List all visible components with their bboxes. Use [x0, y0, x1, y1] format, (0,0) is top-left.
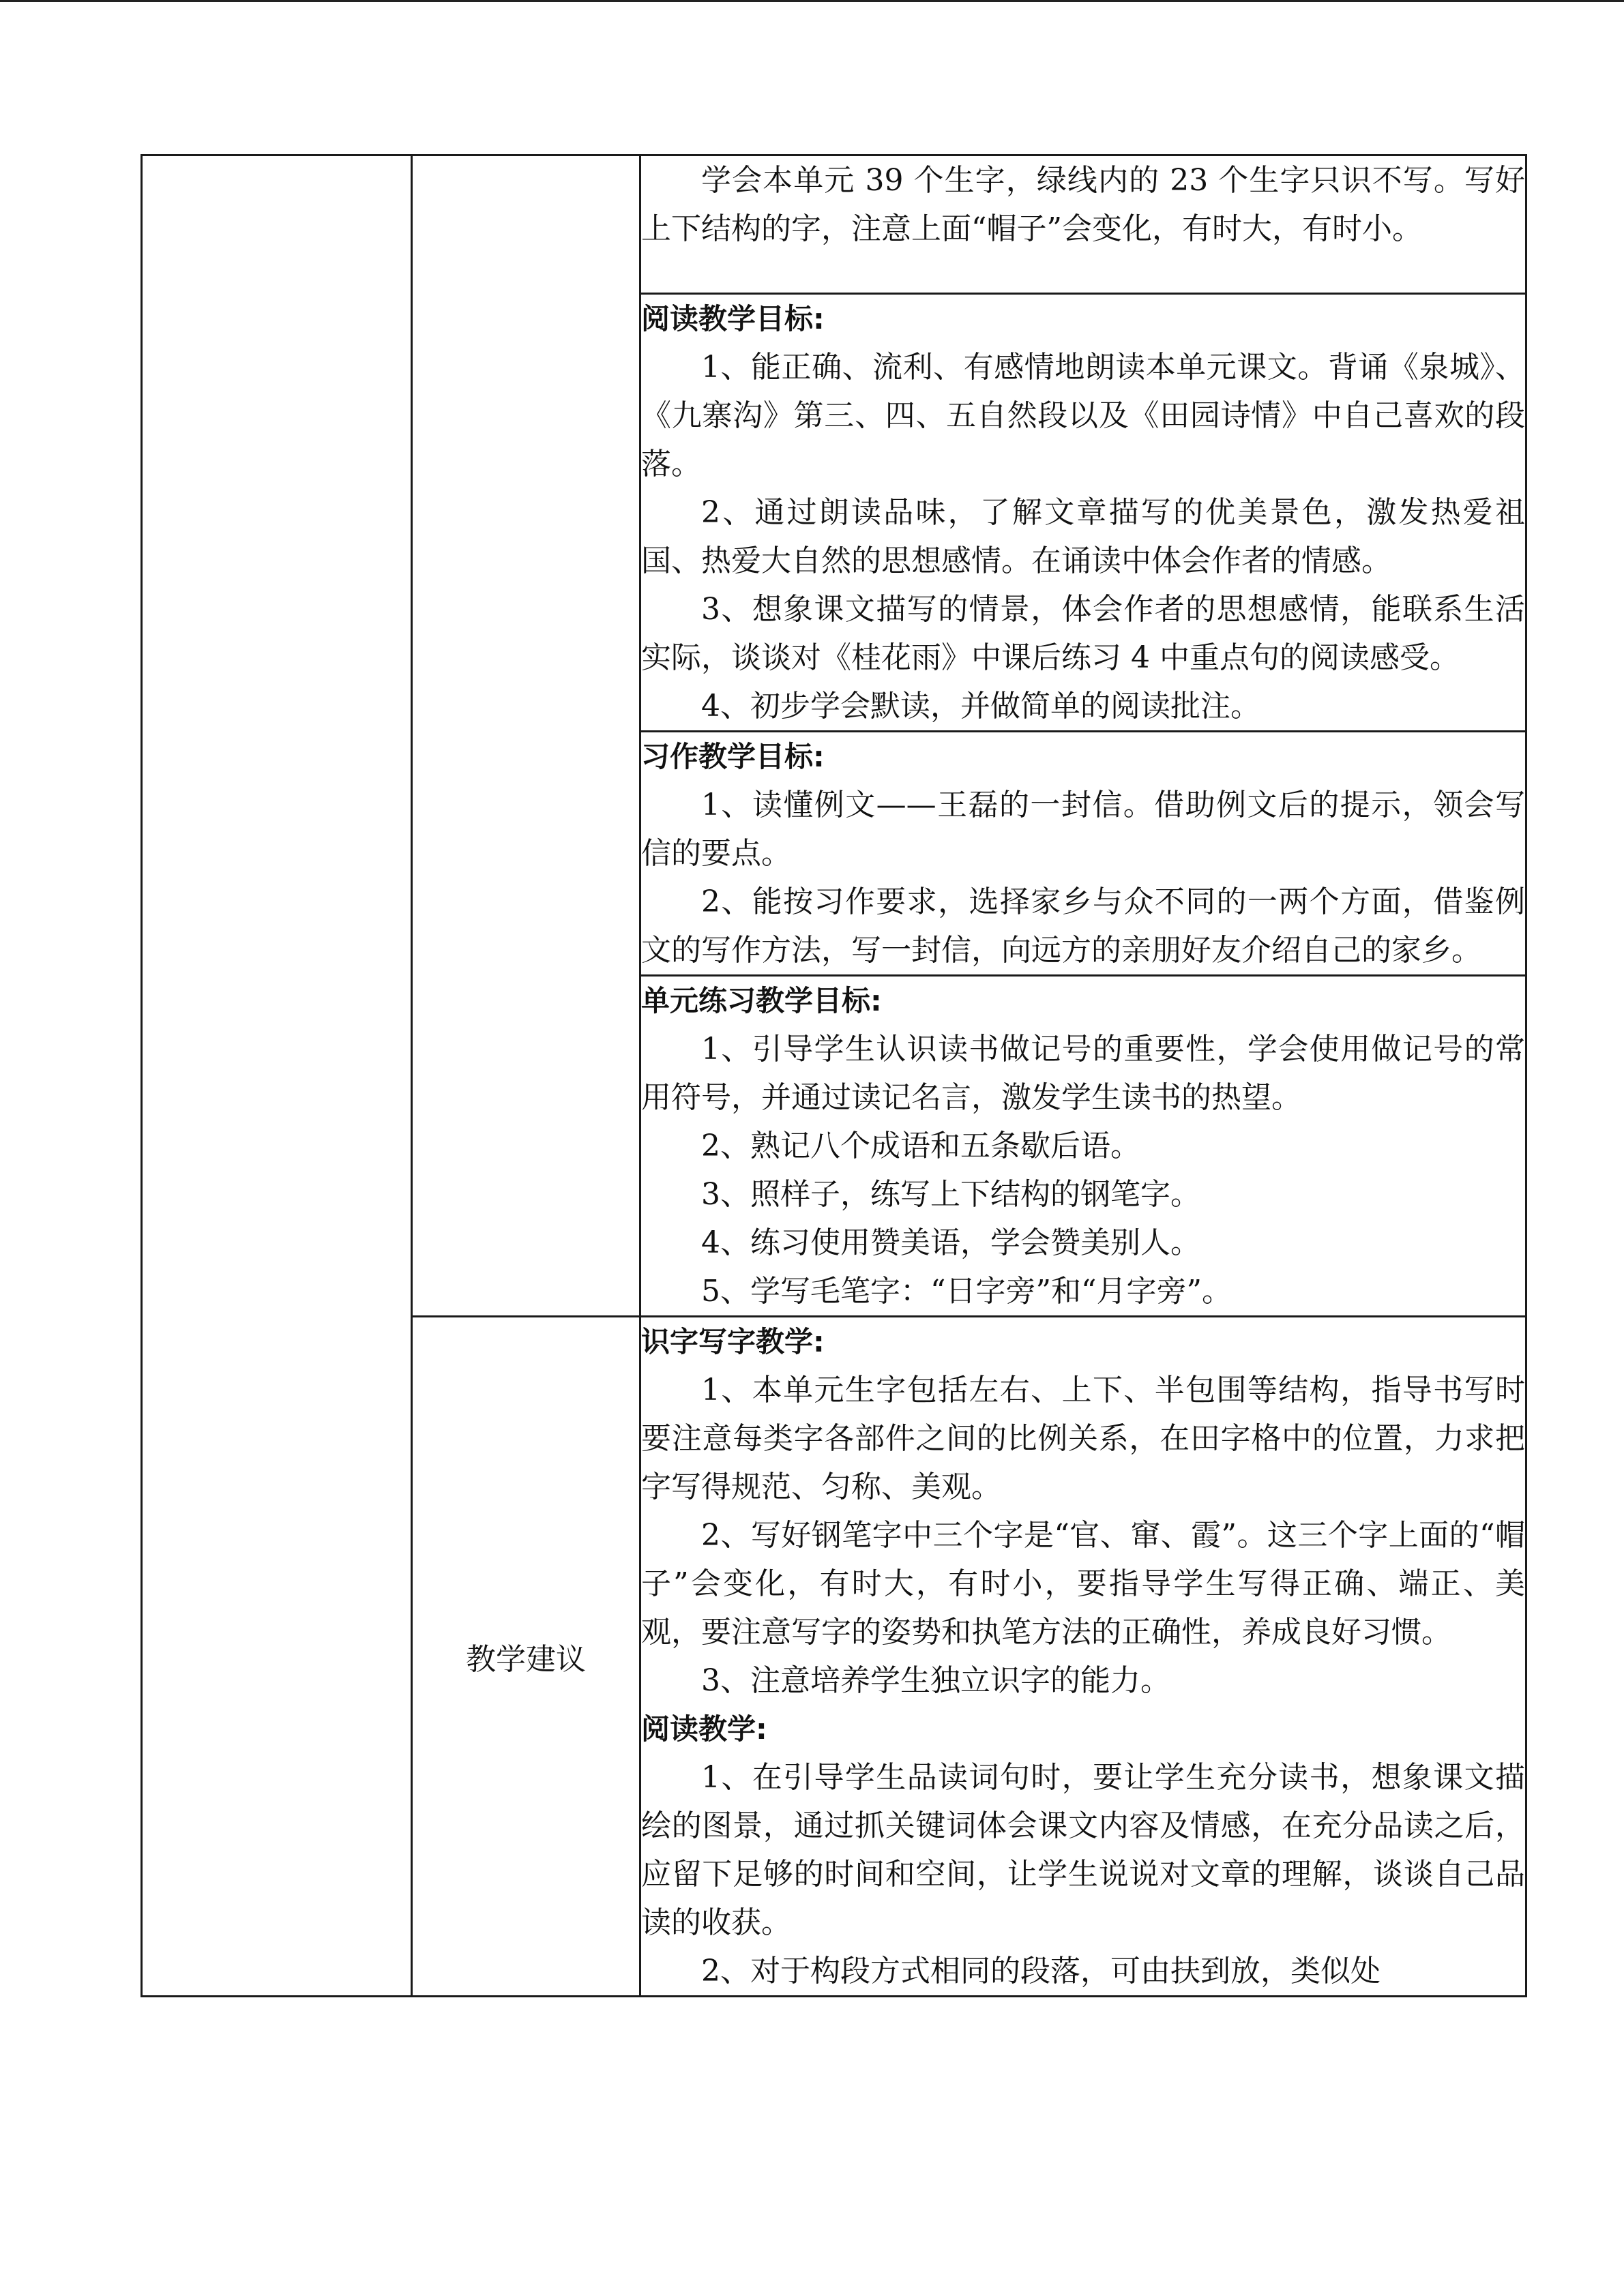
list-item: 2、能按习作要求，选择家乡与众不同的一两个方面，借鉴例文的写作方法，写一封信，向远方的亲朋好友介绍自己的家乡。 — [641, 884, 1525, 968]
table-row — [142, 155, 1526, 294]
list-item: 1、读懂例文——王磊的一封信。借助例文后的提示，领会写信的要点。 — [641, 788, 1525, 871]
page-top-edge — [0, 0, 1624, 2]
literacy-goal-cell — [640, 155, 1526, 294]
practice-goal-heading: 单元练习教学目标: — [641, 984, 882, 1017]
list-item: 1、能正确、流利、有感情地朗读本单元课文。背诵《泉城》、《九寨沟》第三、四、五自然段以及《田园诗情》中自己喜欢的段落。 — [641, 350, 1525, 481]
suggestions-cell — [640, 1317, 1526, 1997]
writing-goal-heading: 习作教学目标: — [641, 740, 825, 773]
list-item: 1、在引导学生品读词句时，要让学生充分读书，想象课文描绘的图景，通过抓关键词体会课文内容及情感，在充分品读之后，应留下足够的时间和空间，让学生说说对文章的理解，谈谈自己品读的收获。 — [641, 1760, 1525, 1940]
list-item: 2、通过朗读品味，了解文章描写的优美景色，激发热爱祖国、热爱大自然的思想感情。在诵读中体会作者的情感。 — [641, 495, 1525, 578]
list-item: 1、引导学生认识读书做记号的重要性，学会使用做记号的常用符号，并通过读记名言，激发学生读书的热望。 — [641, 1032, 1525, 1115]
literacy-goal-text: 学会本单元 39 个生字，绿线内的 23 个生字只识不写。写好上下结构的字，注意上面“帽子”会变化，有时大，有时小。 — [641, 163, 1525, 246]
reading-teaching-heading: 阅读教学: — [641, 1712, 767, 1746]
writing-goal-cell — [640, 732, 1526, 976]
list-item: 4、初步学会默读，并做简单的阅读批注。 — [701, 689, 1260, 724]
list-item: 2、对于构段方式相同的段落，可由扶到放，类似处 — [701, 1954, 1381, 1988]
list-item: 3、注意培养学生独立识字的能力。 — [701, 1663, 1170, 1698]
teaching-plan-table — [141, 154, 1527, 1997]
literacy-teaching-heading: 识字写字教学: — [641, 1325, 825, 1358]
list-item: 1、本单元生字包括左右、上下、半包围等结构，指导书写时要注意每类字各部件之间的比例关系，在田字格中的位置，力求把字写得规范、匀称、美观。 — [641, 1373, 1525, 1504]
teaching-suggestions-label: 教学建议 — [412, 1317, 640, 1997]
list-item: 4、练习使用赞美语，学会赞美别人。 — [701, 1225, 1200, 1260]
list-item: 3、想象课文描写的情景，体会作者的思想感情，能联系生活实际，谈谈对《桂花雨》中课后练习 4 中重点句的阅读感受。 — [641, 592, 1525, 675]
list-item: 2、熟记八个成语和五条歇后语。 — [701, 1129, 1140, 1163]
outer-category-cell — [142, 155, 412, 1997]
list-item: 5、学写毛笔字：“日字旁”和“月字旁”。 — [701, 1274, 1232, 1309]
list-item: 3、照样子，练写上下结构的钢笔字。 — [701, 1177, 1200, 1212]
reading-goal-heading: 阅读教学目标: — [641, 302, 825, 336]
reading-goal-cell — [640, 294, 1526, 732]
goals-label-cell — [412, 155, 640, 1317]
practice-goal-cell — [640, 976, 1526, 1317]
list-item: 2、写好钢笔字中三个字是“官、窜、霞”。这三个字上面的“帽子”会变化，有时大，有时小，要指导学生写得正确、端正、美观，要注意写字的姿势和执笔方法的正确性，养成良好习惯。 — [641, 1518, 1525, 1650]
